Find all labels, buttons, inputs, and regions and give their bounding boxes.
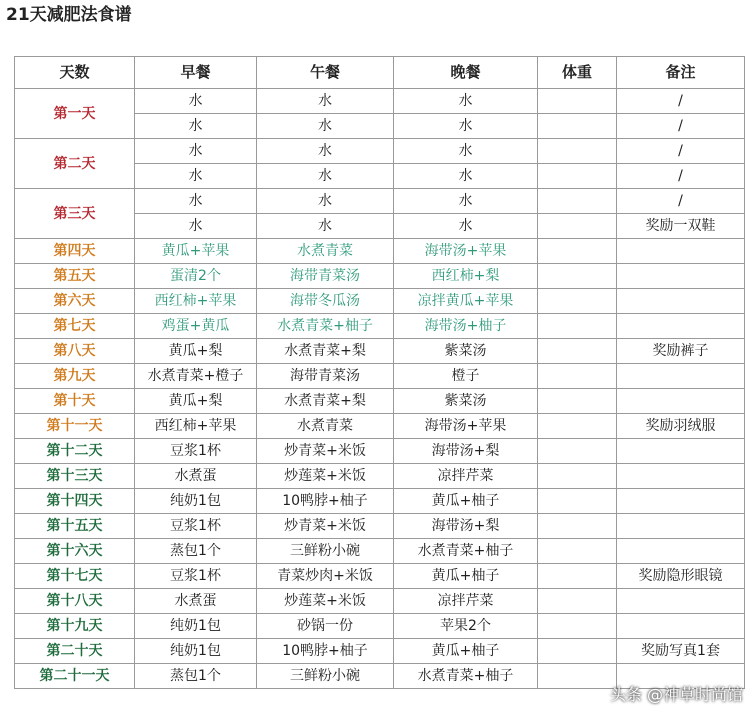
weight-cell	[538, 614, 617, 639]
lunch-cell: 水	[257, 189, 394, 214]
breakfast-cell: 黄瓜+梨	[135, 339, 257, 364]
dinner-cell: 水煮青菜+柚子	[394, 539, 538, 564]
day-label: 第七天	[15, 314, 135, 339]
day-label: 第八天	[15, 339, 135, 364]
day-label: 第六天	[15, 289, 135, 314]
table-row	[15, 639, 745, 664]
lunch-cell: 水	[257, 139, 394, 164]
breakfast-cell: 蒸包1个	[135, 539, 257, 564]
lunch-cell: 水	[257, 114, 394, 139]
breakfast-cell: 蛋清2个	[135, 264, 257, 289]
day-label: 第五天	[15, 264, 135, 289]
breakfast-cell: 西红柿+苹果	[135, 414, 257, 439]
notes-cell: 奖励写真1套	[617, 639, 745, 664]
header-weight: 体重	[538, 57, 617, 89]
notes-cell: /	[617, 114, 745, 139]
notes-cell: /	[617, 139, 745, 164]
table-row	[15, 389, 745, 414]
day-label: 第十四天	[15, 489, 135, 514]
table-row	[15, 589, 745, 614]
lunch-cell: 青菜炒肉+米饭	[257, 564, 394, 589]
breakfast-cell: 纯奶1包	[135, 639, 257, 664]
breakfast-cell: 豆浆1杯	[135, 564, 257, 589]
breakfast-cell: 水	[135, 214, 257, 239]
lunch-cell: 海带冬瓜汤	[257, 289, 394, 314]
notes-cell	[617, 239, 745, 264]
dinner-cell: 水	[394, 189, 538, 214]
table-row	[15, 189, 745, 214]
day-label: 第二十天	[15, 639, 135, 664]
lunch-cell: 水煮青菜+柚子	[257, 314, 394, 339]
table-row	[15, 339, 745, 364]
notes-cell	[617, 514, 745, 539]
weight-cell	[538, 564, 617, 589]
day-label: 第十天	[15, 389, 135, 414]
weight-cell	[538, 439, 617, 464]
header-dinner: 晚餐	[394, 57, 538, 89]
table-row	[15, 239, 745, 264]
lunch-cell: 水	[257, 164, 394, 189]
dinner-cell: 橙子	[394, 364, 538, 389]
dinner-cell: 黄瓜+柚子	[394, 564, 538, 589]
dinner-cell: 海带汤+柚子	[394, 314, 538, 339]
table-row	[15, 414, 745, 439]
weight-cell	[538, 164, 617, 189]
notes-cell: /	[617, 89, 745, 114]
dinner-cell: 黄瓜+柚子	[394, 489, 538, 514]
breakfast-cell: 黄瓜+梨	[135, 389, 257, 414]
notes-cell	[617, 489, 745, 514]
breakfast-cell: 西红柿+苹果	[135, 289, 257, 314]
notes-cell	[617, 589, 745, 614]
weight-cell	[538, 639, 617, 664]
breakfast-cell: 水煮蛋	[135, 464, 257, 489]
weight-cell	[538, 664, 617, 689]
dinner-cell: 凉拌黄瓜+苹果	[394, 289, 538, 314]
table-row	[15, 314, 745, 339]
watermark: 头条 @神草时尚馆	[609, 685, 743, 704]
notes-cell: 奖励裤子	[617, 339, 745, 364]
table-body	[15, 89, 745, 689]
day-label: 第十七天	[15, 564, 135, 589]
weight-cell	[538, 114, 617, 139]
weight-cell	[538, 289, 617, 314]
weight-cell	[538, 364, 617, 389]
table-row	[15, 289, 745, 314]
lunch-cell: 水	[257, 214, 394, 239]
dinner-cell: 苹果2个	[394, 614, 538, 639]
breakfast-cell: 水	[135, 114, 257, 139]
lunch-cell: 水	[257, 89, 394, 114]
header-lunch: 午餐	[257, 57, 394, 89]
notes-cell: 奖励一双鞋	[617, 214, 745, 239]
dinner-cell: 水	[394, 114, 538, 139]
weight-cell	[538, 514, 617, 539]
breakfast-cell: 纯奶1包	[135, 614, 257, 639]
weight-cell	[538, 389, 617, 414]
day-label: 第十九天	[15, 614, 135, 639]
lunch-cell: 水煮青菜+梨	[257, 339, 394, 364]
breakfast-cell: 鸡蛋+黄瓜	[135, 314, 257, 339]
dinner-cell: 海带汤+苹果	[394, 239, 538, 264]
day-label: 第十六天	[15, 539, 135, 564]
table-row	[15, 489, 745, 514]
table-row	[15, 139, 745, 164]
weight-cell	[538, 589, 617, 614]
table-header-row	[15, 57, 745, 89]
breakfast-cell: 水	[135, 189, 257, 214]
breakfast-cell: 黄瓜+苹果	[135, 239, 257, 264]
dinner-cell: 凉拌芹菜	[394, 589, 538, 614]
breakfast-cell: 豆浆1杯	[135, 439, 257, 464]
notes-cell	[617, 364, 745, 389]
breakfast-cell: 水煮青菜+橙子	[135, 364, 257, 389]
table-row	[15, 89, 745, 114]
lunch-cell: 海带青菜汤	[257, 264, 394, 289]
day-label: 第二天	[15, 139, 135, 189]
lunch-cell: 三鲜粉小碗	[257, 539, 394, 564]
header-breakfast: 早餐	[135, 57, 257, 89]
weight-cell	[538, 89, 617, 114]
dinner-cell: 海带汤+梨	[394, 439, 538, 464]
day-label: 第十一天	[15, 414, 135, 439]
notes-cell: 奖励隐形眼镜	[617, 564, 745, 589]
lunch-cell: 砂锅一份	[257, 614, 394, 639]
dinner-cell: 紫菜汤	[394, 389, 538, 414]
header-notes: 备注	[617, 57, 745, 89]
weight-cell	[538, 414, 617, 439]
lunch-cell: 水煮青菜+梨	[257, 389, 394, 414]
dinner-cell: 水	[394, 214, 538, 239]
table-row	[15, 439, 745, 464]
weight-cell	[538, 539, 617, 564]
day-label: 第一天	[15, 89, 135, 139]
lunch-cell: 10鸭脖+柚子	[257, 639, 394, 664]
dinner-cell: 水	[394, 139, 538, 164]
day-label: 第十五天	[15, 514, 135, 539]
weight-cell	[538, 464, 617, 489]
weight-cell	[538, 489, 617, 514]
dinner-cell: 紫菜汤	[394, 339, 538, 364]
lunch-cell: 炒莲菜+米饭	[257, 589, 394, 614]
weight-cell	[538, 264, 617, 289]
diet-table	[14, 56, 745, 689]
dinner-cell: 海带汤+梨	[394, 514, 538, 539]
dinner-cell: 西红柿+梨	[394, 264, 538, 289]
table-row	[15, 464, 745, 489]
table-row	[15, 614, 745, 639]
notes-cell	[617, 614, 745, 639]
header-days: 天数	[15, 57, 135, 89]
weight-cell	[538, 339, 617, 364]
lunch-cell: 炒青菜+米饭	[257, 439, 394, 464]
day-label: 第二十一天	[15, 664, 135, 689]
notes-cell	[617, 389, 745, 414]
notes-cell: /	[617, 189, 745, 214]
dinner-cell: 海带汤+苹果	[394, 414, 538, 439]
notes-cell	[617, 264, 745, 289]
table-row	[15, 514, 745, 539]
lunch-cell: 炒莲菜+米饭	[257, 464, 394, 489]
day-label: 第九天	[15, 364, 135, 389]
dinner-cell: 凉拌芹菜	[394, 464, 538, 489]
notes-cell	[617, 289, 745, 314]
notes-cell: 奖励羽绒服	[617, 414, 745, 439]
table-row	[15, 364, 745, 389]
lunch-cell: 炒青菜+米饭	[257, 514, 394, 539]
page-title: 21天减肥法食谱	[6, 5, 132, 25]
lunch-cell: 海带青菜汤	[257, 364, 394, 389]
day-label: 第四天	[15, 239, 135, 264]
breakfast-cell: 蒸包1个	[135, 664, 257, 689]
table-row	[15, 539, 745, 564]
breakfast-cell: 水	[135, 89, 257, 114]
lunch-cell: 水煮青菜	[257, 414, 394, 439]
breakfast-cell: 豆浆1杯	[135, 514, 257, 539]
day-label: 第三天	[15, 189, 135, 239]
dinner-cell: 水	[394, 89, 538, 114]
dinner-cell: 水煮青菜+柚子	[394, 664, 538, 689]
notes-cell	[617, 539, 745, 564]
table-row	[15, 564, 745, 589]
weight-cell	[538, 239, 617, 264]
breakfast-cell: 纯奶1包	[135, 489, 257, 514]
breakfast-cell: 水	[135, 139, 257, 164]
weight-cell	[538, 314, 617, 339]
dinner-cell: 水	[394, 164, 538, 189]
notes-cell	[617, 439, 745, 464]
dinner-cell: 黄瓜+柚子	[394, 639, 538, 664]
day-label: 第十八天	[15, 589, 135, 614]
lunch-cell: 10鸭脖+柚子	[257, 489, 394, 514]
lunch-cell: 三鲜粉小碗	[257, 664, 394, 689]
day-label: 第十三天	[15, 464, 135, 489]
breakfast-cell: 水	[135, 164, 257, 189]
lunch-cell: 水煮青菜	[257, 239, 394, 264]
notes-cell	[617, 314, 745, 339]
notes-cell	[617, 464, 745, 489]
notes-cell: /	[617, 164, 745, 189]
table-row	[15, 264, 745, 289]
weight-cell	[538, 139, 617, 164]
breakfast-cell: 水煮蛋	[135, 589, 257, 614]
weight-cell	[538, 214, 617, 239]
day-label: 第十二天	[15, 439, 135, 464]
weight-cell	[538, 189, 617, 214]
